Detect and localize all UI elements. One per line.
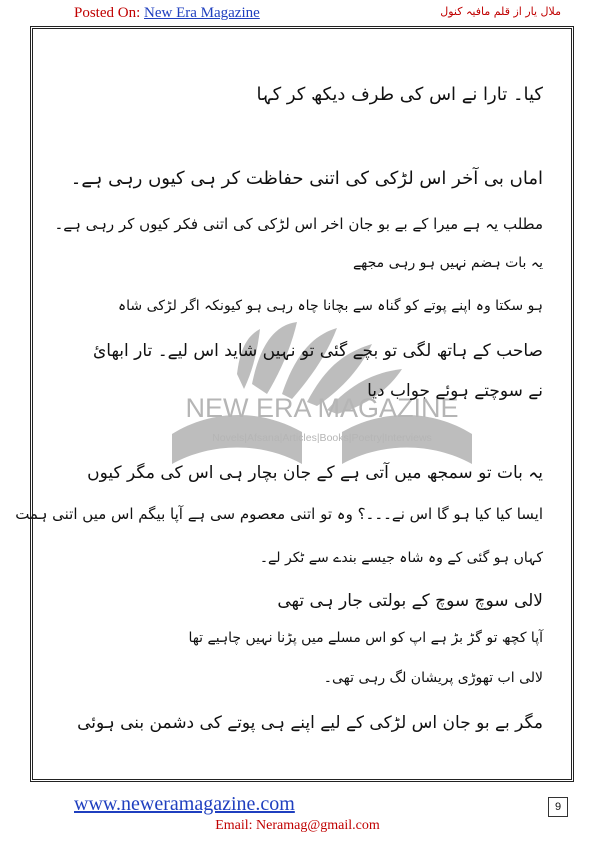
body-line: یہ بات ہضم نہیں ہو رہی مجھے <box>352 255 543 271</box>
body-line: کہاں ہو گئی کے وہ شاہ جیسے بندے سے ٹکر لے۔ <box>259 550 543 566</box>
body-line: آپا کچھ تو گڑ بڑ ہے اپ کو اس مسلے میں پڑنا نہیں چاہیے تھا <box>188 630 543 646</box>
body-line: کیا۔ تارا نے اس کی طرف دیکھ کر کہا <box>256 84 543 105</box>
body-line: اماں بی آخر اس لڑکی کی اتنی حفاظت کر ہی کیوں رہی ہے۔ <box>70 168 543 189</box>
magazine-link[interactable]: New Era Magazine <box>144 5 260 21</box>
body-line: مگر بے بو جان اس لڑکی کے لیے اپنے ہی پوتے کی دشمن بنی ہوئی <box>77 713 543 733</box>
website-link[interactable]: www.neweramagazine.com <box>74 793 295 815</box>
posted-on-label: Posted On: <box>74 5 145 21</box>
body-line: لالی اب تھوڑی پریشان لگ رہی تھی۔ <box>323 670 543 686</box>
body-line: ایسا کیا کیا ہو گا اس نے۔۔۔؟ وہ تو اتنی معصوم سی ہے آپا بیگم اس میں اتنی ہمت <box>15 505 543 523</box>
body-line: ہو سکتا وہ اپنے پوتے کو گناہ سے بچانا چاہ رہی ہو کیونکہ اگر لڑکی شاہ <box>117 298 543 314</box>
body-line: نے سوچتے ہوئے جواب دیا <box>367 381 543 401</box>
contact-email: Email: Neramag@gmail.com <box>215 818 380 833</box>
watermark-title: NEW ERA MAGAZINE <box>185 393 459 423</box>
page-number: 9 <box>548 797 568 817</box>
author-title-header: ملال یار از قلم مافیہ کنول <box>440 5 561 18</box>
body-line: صاحب کے ہاتھ لگی تو بچے گئی تو نہیں شاید اس لیے۔ تار ابھائ <box>92 341 543 361</box>
body-line: یہ بات تو سمجھ میں آتی ہے کے جان بچار ہی اس کی مگر کیوں <box>87 463 543 483</box>
watermark-subtitle: Novels|Afsana|Articles|Books|Poetry|Interviews <box>212 432 432 444</box>
body-line: لالی سوچ سوچ کے بولتی جار ہی تھی <box>277 591 543 611</box>
posted-on-header <box>74 5 260 22</box>
body-line: مطلب یہ ہے میرا کے بے بو جان اخر اس لڑکی کی اتنی فکر کیوں کر رہی ہے۔ <box>54 215 543 233</box>
